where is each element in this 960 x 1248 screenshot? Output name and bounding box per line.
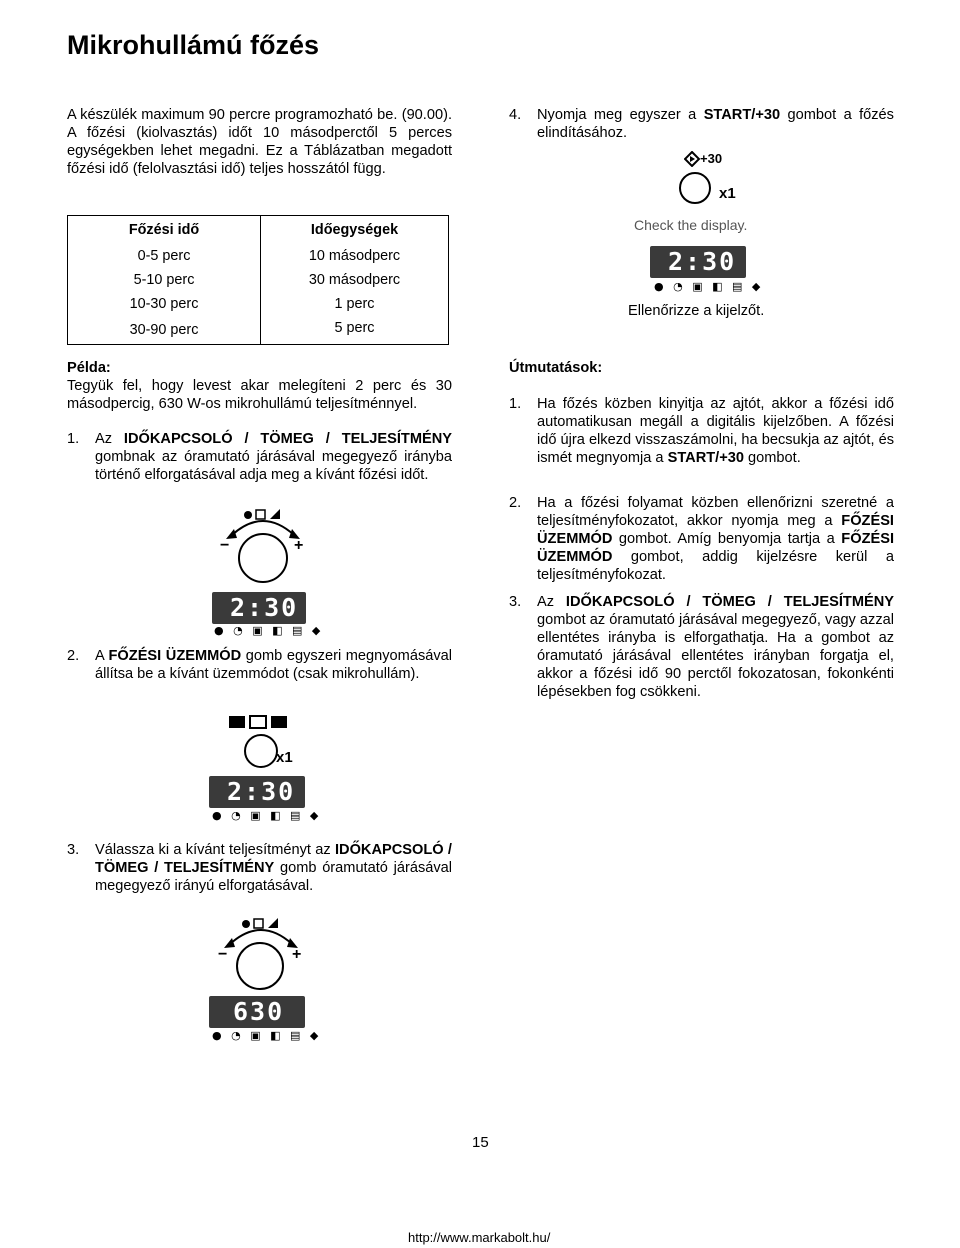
tip-bold-text: FŐZÉSI ÜZEMMÓD bbox=[537, 513, 894, 547]
timer-weight-power-knob[interactable] bbox=[236, 942, 284, 990]
tip-number: 1. bbox=[509, 396, 522, 412]
step-2 bbox=[67, 647, 452, 683]
table-cell: 30-90 perc bbox=[68, 316, 261, 345]
step-text: Az bbox=[95, 431, 113, 447]
check-caption: Ellenőrizze a kijelzőt. bbox=[628, 303, 765, 319]
table-cell: 5 perc bbox=[334, 320, 375, 336]
page-title: Mikrohullámú főzés bbox=[67, 30, 320, 60]
minus-icon: − bbox=[220, 537, 230, 554]
check-display-text: Check the display. bbox=[634, 217, 748, 233]
step-3 bbox=[67, 841, 452, 895]
tip-text: gombot, addig kijelzésre kerül a teljesítményfokozat. bbox=[537, 549, 894, 583]
dial-figure-1 bbox=[218, 505, 308, 590]
tip-text: Ha a főzési folyamat közben ellenőrizni szeretné a teljesítményfokozatot, akkor nyomja meg a bbox=[537, 495, 894, 529]
table-row bbox=[68, 244, 449, 268]
tip-number: 2. bbox=[509, 495, 522, 511]
tip-text: gombot az óramutató járásával megegyező, vagy azzal ellentétes irányba is elforgathatja. Ha a gombot az óramutató járásával ellentétes irányban forgatja el, akkor a főzési idő 90 perctől fokozatosan, fokonkénti lépésekben fog csökkeni. bbox=[537, 612, 894, 700]
table-cell: 5-10 perc bbox=[68, 268, 261, 292]
cooking-mode-button[interactable] bbox=[244, 734, 278, 768]
step-1 bbox=[67, 430, 452, 484]
step-text: A bbox=[95, 648, 104, 664]
display-icons: ● ◔ ▣ ◧ ▤ ◆ bbox=[212, 1029, 322, 1042]
display-digits: 630 bbox=[233, 997, 285, 1026]
press-once-label: x1 bbox=[276, 749, 293, 766]
step-4 bbox=[509, 106, 894, 142]
display-icons: ● ◔ ▣ ◧ ▤ ◆ bbox=[654, 280, 764, 293]
step-text: Válassza ki a kívánt teljesítményt az bbox=[95, 842, 331, 858]
lcd-display-1 bbox=[212, 592, 306, 624]
lcd-display-2 bbox=[209, 776, 305, 808]
tip-bold-text: FŐZÉSI ÜZEMMÓD bbox=[537, 531, 894, 565]
step-bold-text: START/+30 bbox=[703, 107, 781, 123]
tip-3 bbox=[509, 593, 894, 701]
press-once-label: x1 bbox=[719, 185, 736, 202]
display-digits: 2:30 bbox=[230, 593, 299, 622]
tip-bold-text: START/+30 bbox=[667, 450, 744, 466]
step-text: gombot a főzés elindításához. bbox=[537, 107, 894, 141]
tip-number: 3. bbox=[509, 594, 522, 610]
start-icon bbox=[684, 151, 700, 167]
plus-icon: + bbox=[292, 946, 302, 963]
tip-2 bbox=[509, 494, 894, 584]
step-bold-text: FŐZÉSI ÜZEMMÓD bbox=[108, 648, 242, 664]
step-number: 4. bbox=[509, 107, 522, 123]
page-number: 15 bbox=[472, 1134, 489, 1151]
cooking-time-table bbox=[67, 215, 449, 345]
example-text: Tegyük fel, hogy levest akar melegíteni 2 perc és 30 másodpercig, 630 W-os mikrohullámú teljesítménnyel. bbox=[67, 378, 452, 412]
table-row bbox=[68, 292, 449, 316]
table-row bbox=[68, 268, 449, 292]
tip-bold-text: IDŐKAPCSOLÓ / TÖMEG / TELJESÍTMÉNY bbox=[565, 594, 894, 610]
step-text: Nyomja meg egyszer a bbox=[537, 107, 697, 123]
start-plus30-label: +30 bbox=[700, 151, 723, 166]
timer-weight-power-knob[interactable] bbox=[238, 533, 288, 583]
start-button-figure bbox=[676, 148, 766, 208]
footer-url[interactable]: http://www.markabolt.hu/ bbox=[408, 1230, 551, 1245]
table-row bbox=[68, 316, 449, 345]
step-bold-text: IDŐKAPCSOLÓ / TÖMEG / TELJESÍTMÉNY bbox=[95, 842, 452, 876]
tip-text: gombot. Amíg benyomja tartja a bbox=[618, 531, 835, 547]
table-cell: 10-30 perc bbox=[68, 292, 261, 316]
example-label: Példa: bbox=[67, 360, 111, 376]
mode-button-figure bbox=[228, 712, 308, 772]
step-number: 2. bbox=[67, 648, 80, 664]
tip-text: gombot. bbox=[748, 450, 801, 466]
intro-paragraph: A készülék maximum 90 percre programozható be. (90.00). A főzési (kiolvasztás) időt 10 másodperctől 5 perces egységekben lehet megadni. Ez a Táblázatban megadott főzési idő (felolvasztási idő) teljes hosszától függ. bbox=[67, 107, 452, 177]
step-number: 1. bbox=[67, 431, 80, 447]
display-digits: 2:30 bbox=[227, 777, 296, 806]
table-cell: 10 másodperc bbox=[308, 248, 401, 264]
lcd-display-4 bbox=[650, 246, 746, 278]
cooking-mode-icon bbox=[228, 712, 298, 730]
tip-text: Az bbox=[537, 594, 555, 610]
step-text: gomb óramutató járásával megegyező irányú elforgatásával. bbox=[95, 860, 453, 894]
table-cell: 30 másodperc bbox=[308, 272, 401, 288]
lcd-display-3 bbox=[209, 996, 305, 1028]
step-text: gomb egyszeri megnyomásával állítsa be a kívánt üzemmódot (csak mikrohullám). bbox=[95, 648, 453, 682]
tip-text: Ha főzés közben kinyitja az ajtót, akkor a főzési idő automatikusan megáll a digitális kijelzőben. A főzési idő újra elkezd visszaszámolni, ha becsukja az ajtót, és ismét megnyomja a bbox=[537, 396, 894, 466]
display-icons: ● ◔ ▣ ◧ ▤ ◆ bbox=[212, 809, 322, 822]
step-bold-text: IDŐKAPCSOLÓ / TÖMEG / TELJESÍTMÉNY bbox=[123, 431, 452, 447]
table-header: Főzési idő bbox=[68, 216, 261, 245]
table-cell: 0-5 perc bbox=[68, 244, 261, 268]
table-header: Időegységek bbox=[310, 222, 399, 238]
step-number: 3. bbox=[67, 842, 80, 858]
tip-1 bbox=[509, 395, 894, 467]
step-text: gombnak az óramutató járásával megegyező irányba történő elforgatásával adja meg a kívánt főzési időt. bbox=[95, 449, 452, 483]
start-plus30-button[interactable] bbox=[679, 172, 711, 204]
table-cell: 1 perc bbox=[334, 296, 375, 312]
plus-icon: + bbox=[294, 537, 304, 554]
tips-title: Útmutatások: bbox=[509, 360, 603, 376]
minus-icon: − bbox=[218, 946, 228, 963]
display-digits: 2:30 bbox=[668, 247, 737, 276]
dial-figure-2 bbox=[216, 914, 306, 994]
display-icons: ● ◔ ▣ ◧ ▤ ◆ bbox=[214, 624, 324, 637]
